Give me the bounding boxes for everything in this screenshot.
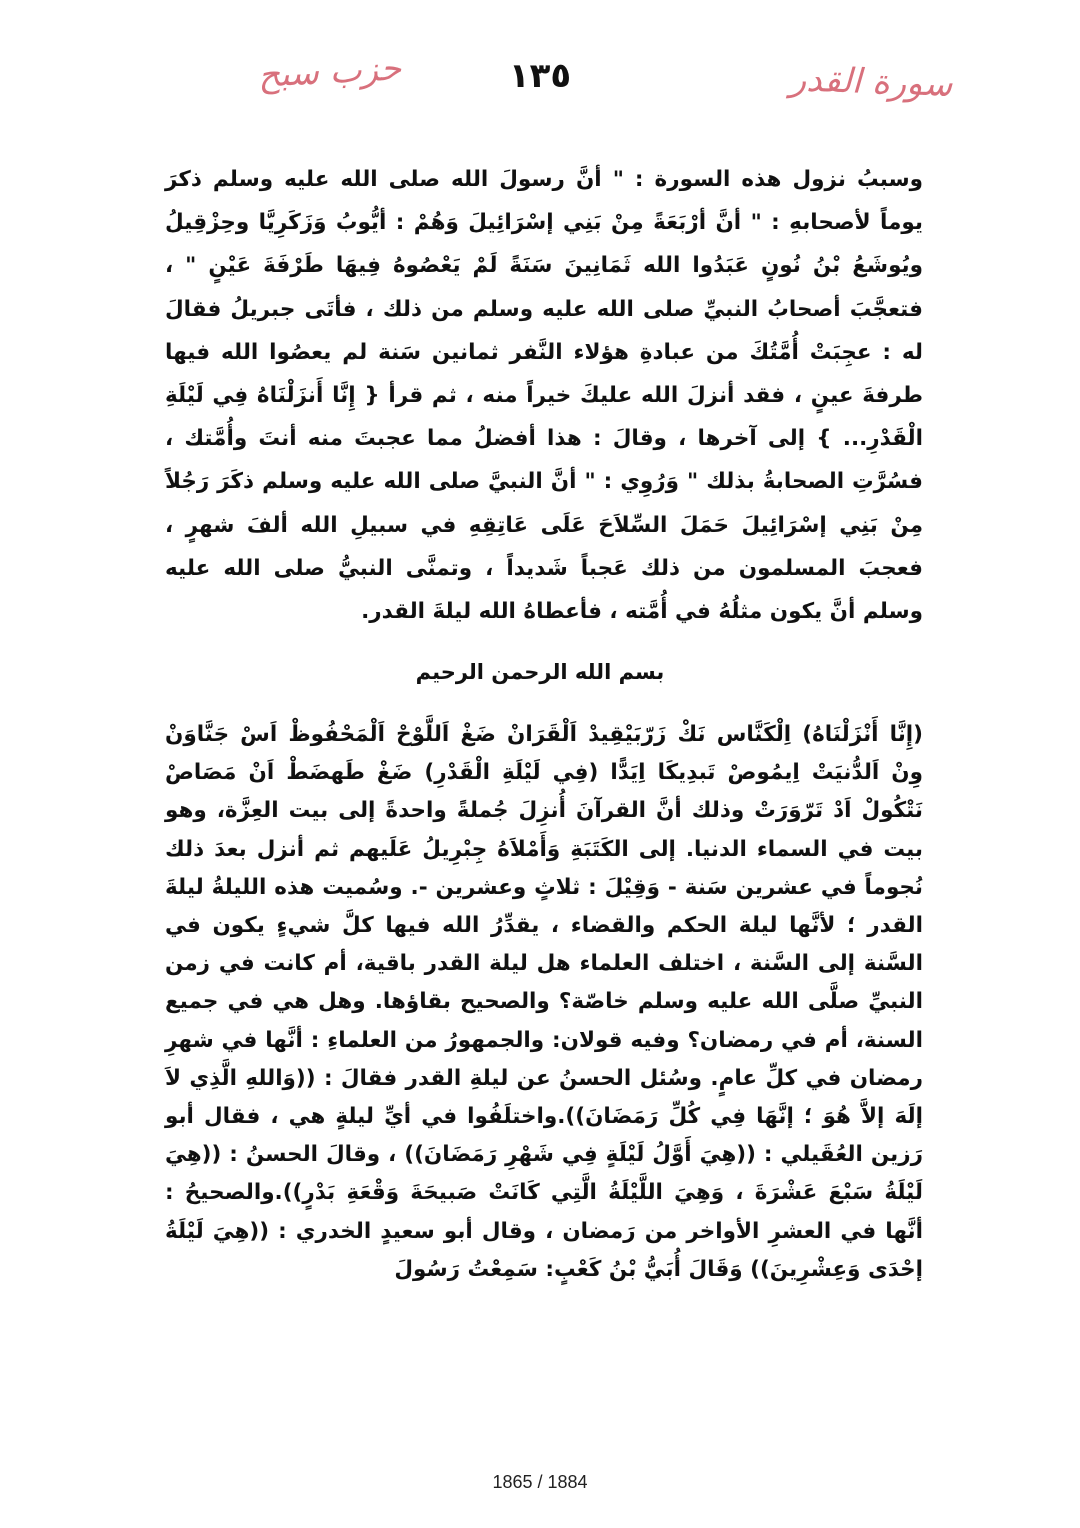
page-number: ١٣٥ xyxy=(508,56,572,96)
handwritten-note-left: حزب سبح xyxy=(257,48,403,96)
page-header xyxy=(0,48,1080,118)
commentary-paragraph: (إِنَّا أَنْزَلْنَاهُ) اِلْكَنَّاس نَكْ زَرّبَيْقِيدْ اَلْقَرَانْ ضَغْ اَللَّوْحْ اَلْمَحْفُوظْ اَسْ جَنَّاوَنْ وِنْ اَلدُّنيَتْ اِيمُوصْ تَبدِيكَا اِيَدًّا (فِي لَيْلَةِ الْقَدْرِ) ضَغْ طَهضَطْ اَنْ مَصَاصْ نَتْكُولْ اَدْ تَرّوَرَتْ وذلك أنَّ القرآنَ أُنزِلَ جُملةً واحدةً إلى بيت العِزَّة، وهو بيت في السماء الدنيا. إلى الكَتَبَةِ وَأَمْلاَهُ جِبْرِيلُ عَلَيهم ثم أنزل بعدَ ذلك نُجوماً في عشرين سَنة - وَقِيْلَ : ثلاثٍ وعشرين -. وسُميت هذه الليلةُ ليلةَ القدر ؛ لأنَّها ليلة الحكم والقضاء ، يقدِّرُ الله فيها كلَّ شيءٍ يكون في السَّنة إلى السَّنة ، اختلف العلماء هل ليلة القدر باقية، أم كانت في زمن النبيِّ صلَّى الله عليه وسلم خاصّة؟ والصحيح بقاؤها. وهل هي في جميع السنة، أم في رمضان؟ وفيه قولان: والجمهورُ من العلماءِ : أنَّها في شهرِ رمضان في كلِّ عامٍ. وسُئل الحسنُ عن ليلةِ القدر فقالَ : ((وَاللهِ الَّذِي لاَ إلَهَ إلاَّ هُوَ ؛ إنَّهَا فِي كُلِّ رَمَضَانَ)).واختلَفُوا في أيِّ ليلةٍ هي ، فقال أبو رَزين العُقَيلي : ((هِيَ أَوَّلُ لَيْلَةٍ فِي شَهْرِ رَمَضَانَ)) ، وقالَ الحسنُ : ((هِيَ لَيْلَةُ سَبْعَ عَشْرَةَ ، وَهِيَ اللَّيْلَةُ الَّتِي كَانَتْ صَبيحَةَ وَقْعَةِ بَدْرٍ)).والصحيحُ : أنَّها في العشرِ الأواخر من رَمضان ، وقال أبو سعيدٍ الخدري : ((هِيَ لَيْلَةُ إحْدَى وَعِشْرِينَ)) وَقَالَ أُبَيُّ بْنُ كَعْبٍ: سَمِعْتُ رَسُولَ xyxy=(165,722,923,1282)
handwritten-note-right: سورة القدر xyxy=(788,59,953,105)
page-counter: 1865 / 1884 xyxy=(492,1472,588,1492)
basmala-heading: بسم الله الرحمن الرحيم xyxy=(415,660,665,684)
intro-paragraph: وسببُ نزول هذه السورة : " أنَّ رسولَ الله صلى الله عليه وسلم ذكرَ يوماً لأصحابهِ : " أنَّ أرْبَعَةً مِنْ بَنِي إسْرَائِيلَ وَهُمْ : أيُّوبُ وَزَكَرِيَّا وحِزْقِيلُ ويُوشَعُ بْنُ نُونٍ عَبَدُوا الله ثَمَانِينَ سَنَةً لَمْ يَعْصُوهُ فِيهَا طَرْفَةَ عَيْنٍ " ، فتعجَّبَ أصحابُ النبيِّ صلى الله عليه وسلم من ذلك ، فأتَى جبريلُ فقالَ له : عجِبَتْ أُمَّتُكَ من عبادةِ هؤلاء النَّفر ثمانين سَنة لم يعصُوا الله فيها طرفةَ عينٍ ، فقد أنزلَ الله عليكَ خيراً منه ، ثم قرأ { إِنَّا أَنزَلْنَاهُ فِي لَيْلَةِ الْقَدْرِ... } إلى آخرها ، وقالَ : هذا أفضلُ مما عجبتَ منه أنتَ وأُمَّتك ، فسُرَّتِ الصحابةُ بذلك " وَرُوِي : " أنَّ النبيَّ صلى الله عليه وسلم ذكَرَ رَجُلاً مِنْ بَنِي إسْرَائِيلَ حَمَلَ السِّلاَحَ عَلَى عَاتِقِهِ في سبيلِ الله ألفَ شهرٍ ، فعجبَ المسلمون من ذلك عَجباً شَديداً ، وتمنَّى النبيُّ صلى الله عليه وسلم أنَّ يكون مثلُهُ في أُمَّته ، فأعطاهُ الله ليلةَ القدر. xyxy=(165,167,923,625)
